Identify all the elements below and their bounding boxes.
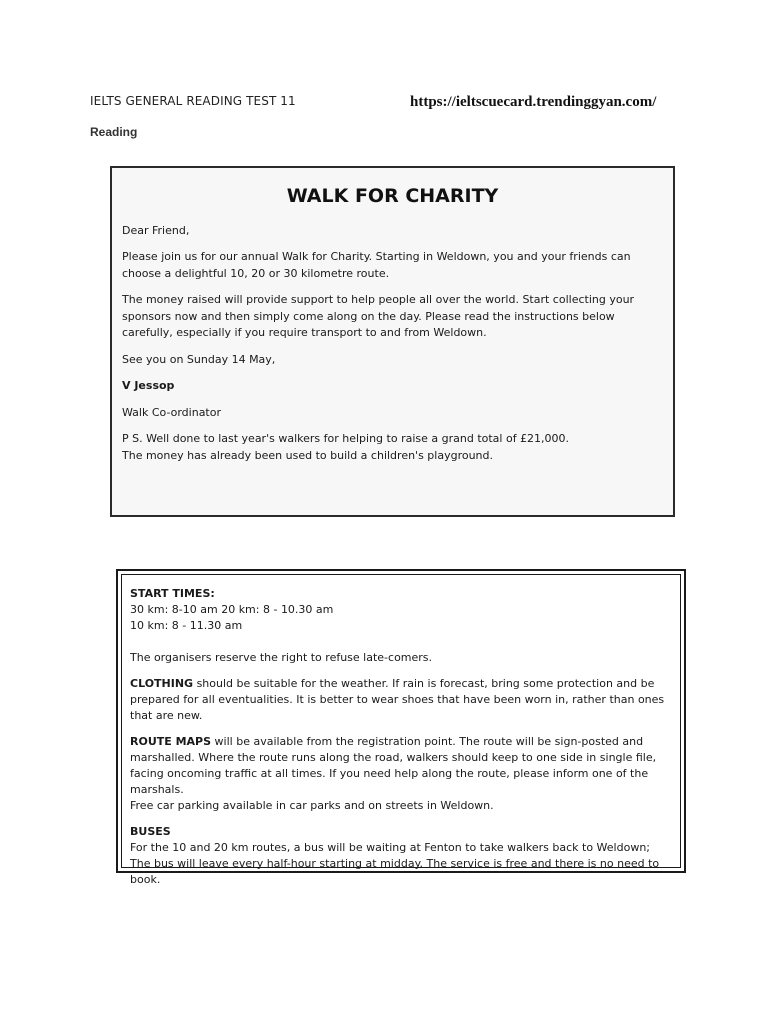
postscript-line-1: P S. Well done to last year's walkers for helping to raise a grand total of £21,000. <box>122 432 570 445</box>
route-maps-section <box>130 734 672 814</box>
route-maps-text: will be available from the registration point. The route will be sign-posted and marshalled. Where the route runs along the road, walkers should keep to one side in single file, facing oncoming traffic at all times. If you need help along the route, please inform one of the marshals. <box>130 735 657 796</box>
parking-text: Free car parking available in car parks and on streets in Weldown. <box>130 799 494 812</box>
start-times-line-1: 30 km: 8-10 am 20 km: 8 - 10.30 am <box>130 603 334 616</box>
letter-title: WALK FOR CHARITY <box>286 185 499 207</box>
postscript-line-2: The money has already been used to build a children's playground. <box>122 448 494 462</box>
letter-role: Walk Co-ordinator <box>122 405 221 419</box>
source-url: https://ieltscuecard.trendinggyan.com/ <box>410 94 657 110</box>
section-label: Reading <box>90 125 138 139</box>
letter-signature: V Jessop <box>122 379 175 392</box>
walk-info-box <box>116 569 686 886</box>
start-times-section <box>130 586 672 634</box>
buses-heading: BUSES <box>130 825 171 838</box>
letter-paragraph-1: Please join us for our annual Walk for Charity. Starting in Weldown, you and your friends can choose a delightful 10, 20 or 30 kilometre route. <box>122 250 631 280</box>
latecomers-note: The organisers reserve the right to refuse late-comers. <box>130 651 433 664</box>
letter-postscript <box>122 431 663 464</box>
clothing-heading: CLOTHING <box>130 677 194 690</box>
letter-closing: See you on Sunday 14 May, <box>122 352 276 366</box>
letter-greeting <box>122 223 663 240</box>
test-title: IELTS GENERAL READING TEST 11 <box>90 94 296 108</box>
charity-letter-box <box>110 166 675 517</box>
start-times-heading: START TIMES: <box>130 587 215 600</box>
buses-text: For the 10 and 20 km routes, a bus will be waiting at Fenton to take walkers back to Weldown; The bus will leave every half-hour starting at midday. The service is free and there is no need to book. <box>130 841 660 886</box>
clothing-section <box>130 676 672 724</box>
route-maps-heading: ROUTE MAPS <box>130 735 212 748</box>
walk-info-content <box>121 574 681 886</box>
start-times-line-2: 10 km: 8 - 11.30 am <box>130 619 243 632</box>
clothing-text: should be suitable for the weather. If rain is forecast, bring some protection and be prepared for all eventualities. It is better to wear shoes that have been worn in, rather than ones that are new. <box>130 677 665 722</box>
letter-paragraph-2: The money raised will provide support to help people all over the world. Start collecting your sponsors now and then simply come along on the day. Please read the instructions below carefully, especially if you require transport to and from Weldown. <box>122 293 635 339</box>
greeting-text: Dear Friend, <box>122 223 190 237</box>
buses-section <box>130 824 672 888</box>
